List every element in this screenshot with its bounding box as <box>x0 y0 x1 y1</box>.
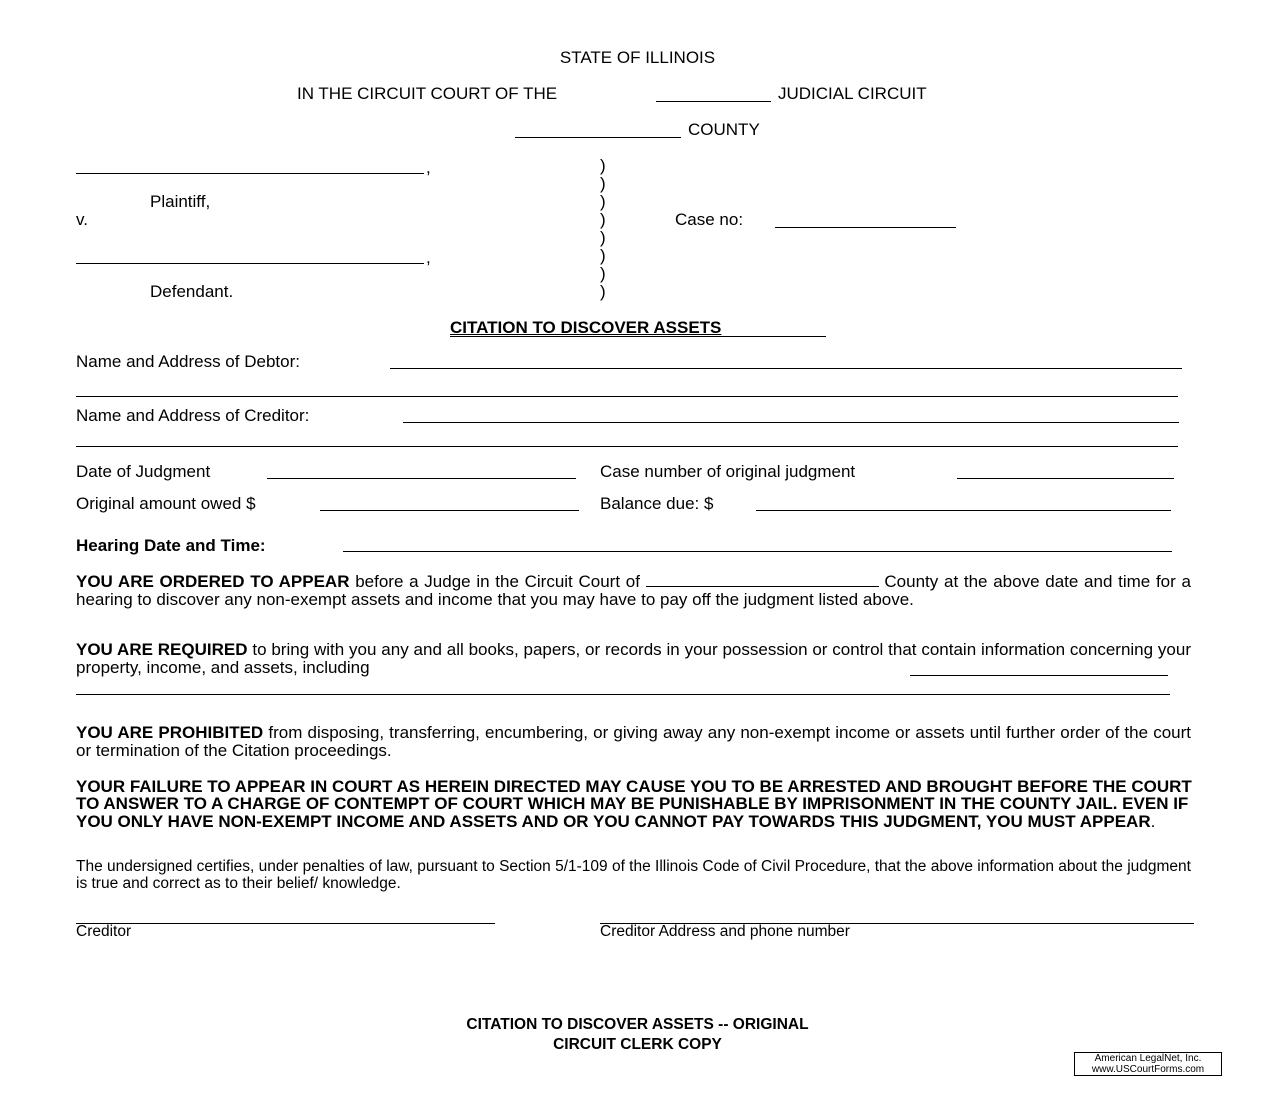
state-heading: STATE OF ILLINOIS <box>559 48 716 67</box>
plaintiff-comma: , <box>426 158 431 177</box>
case-number-label: Case no: <box>675 210 744 229</box>
defendant-label: Defendant. <box>150 282 234 301</box>
required-heading: YOU ARE REQUIRED <box>76 640 248 659</box>
balance-due-blank[interactable] <box>756 510 1171 511</box>
hearing-label: Hearing Date and Time: <box>76 536 266 555</box>
publisher-stamp <box>1074 1052 1222 1076</box>
order-to-appear-text-cont: County at the above date and time for a hearing to discover any non-exempt assets and income that you may have to pay off the judgment listed above. <box>76 572 1191 609</box>
caption-paren: ) <box>600 156 606 175</box>
required-paragraph <box>76 641 1191 677</box>
caption-paren: ) <box>600 174 606 193</box>
footer-original-label: CITATION TO DISCOVER ASSETS -- ORIGINAL <box>466 1016 809 1033</box>
failure-to-appear-warning-text: YOUR FAILURE TO APPEAR IN COURT AS HEREIN DIRECTED MAY CAUSE YOU TO BE ARRESTED AND BROUGHT BEFORE THE COURT TO ANSWER TO A CHARGE OF CONTEMPT OF COURT WHICH MAY BE PUNISHABLE BY IMPRISONMENT IN THE COUNTY JAIL. EVEN IF YOU ONLY HAVE NON-EXEMPT INCOME AND ASSETS AND OR YOU CANNOT PAY TOWARDS THIS JUDGMENT, YOU MUST APPEAR <box>76 777 1192 831</box>
creditor-blank-line2[interactable] <box>76 446 1178 447</box>
including-blank-line2[interactable] <box>76 694 1170 695</box>
creditor-blank[interactable] <box>403 422 1179 423</box>
court-heading-suffix: JUDICIAL CIRCUIT <box>778 84 927 103</box>
caption-paren: ) <box>600 246 606 265</box>
county-heading: COUNTY <box>688 120 760 139</box>
creditor-signature-label: Creditor <box>76 923 132 940</box>
balance-due-label: Balance due: $ <box>600 494 714 513</box>
footer-clerk-copy-label: CIRCUIT CLERK COPY <box>553 1036 722 1053</box>
prohibited-paragraph <box>76 724 1191 760</box>
prohibited-text: from disposing, transferring, encumbering, or giving away any non-exempt income or assets until further order of the court or termination of the Citation proceedings. <box>76 723 1191 760</box>
plaintiff-label: Plaintiff, <box>150 192 211 211</box>
original-amount-label: Original amount owed $ <box>76 494 256 513</box>
debtor-blank-line2[interactable] <box>76 396 1178 397</box>
judicial-circuit-blank[interactable] <box>656 101 771 102</box>
hearing-blank[interactable] <box>343 551 1172 552</box>
prohibited-heading: YOU ARE PROHIBITED <box>76 723 264 742</box>
defendant-name-blank[interactable] <box>76 263 424 264</box>
circuit-court-county-blank[interactable] <box>646 572 879 587</box>
including-blank[interactable] <box>910 675 1168 676</box>
plaintiff-name-blank[interactable] <box>76 173 424 174</box>
caption-paren: ) <box>600 264 606 283</box>
caption-paren: ) <box>600 192 606 211</box>
creditor-label: Name and Address of Creditor: <box>76 406 310 425</box>
caption-paren: ) <box>600 210 606 229</box>
caption-paren: ) <box>600 228 606 247</box>
publisher-name: American LegalNet, Inc. <box>1094 1053 1202 1064</box>
case-number-blank[interactable] <box>775 227 956 228</box>
original-amount-blank[interactable] <box>320 510 579 511</box>
judgment-date-blank[interactable] <box>267 478 576 479</box>
title-underline <box>450 336 826 337</box>
judgment-date-label: Date of Judgment <box>76 462 211 481</box>
defendant-comma: , <box>426 248 431 267</box>
failure-to-appear-warning-period: . <box>1150 811 1156 831</box>
document-title: CITATION TO DISCOVER ASSETS <box>450 318 722 337</box>
original-case-number-label: Case number of original judgment <box>600 462 856 481</box>
versus-label: v. <box>76 210 88 229</box>
certification-text: The undersigned certifies, under penalties of law, pursuant to Section 5/1-109 of the Illinois Code of Civil Procedure, that the above information about the judgment is true and correct as to their belief/ knowledge. <box>76 858 1191 892</box>
caption-paren: ) <box>600 282 606 301</box>
order-to-appear-paragraph <box>76 572 1191 609</box>
required-text: to bring with you any and all books, papers, or records in your possession or control that contain information concerning your property, income, and assets, including <box>76 640 1191 677</box>
order-to-appear-heading: YOU ARE ORDERED TO APPEAR <box>76 572 350 591</box>
county-blank[interactable] <box>515 137 681 138</box>
court-heading-prefix: IN THE CIRCUIT COURT OF THE <box>297 84 558 103</box>
publisher-url: www.USCourtForms.com <box>1091 1064 1205 1075</box>
original-case-number-blank[interactable] <box>957 478 1174 479</box>
creditor-signature-line[interactable] <box>76 923 495 924</box>
debtor-blank[interactable] <box>390 368 1182 369</box>
creditor-address-label: Creditor Address and phone number <box>600 923 850 940</box>
failure-to-appear-warning <box>76 778 1194 830</box>
debtor-label: Name and Address of Debtor: <box>76 352 300 371</box>
order-to-appear-text: before a Judge in the Circuit Court of <box>355 572 640 591</box>
